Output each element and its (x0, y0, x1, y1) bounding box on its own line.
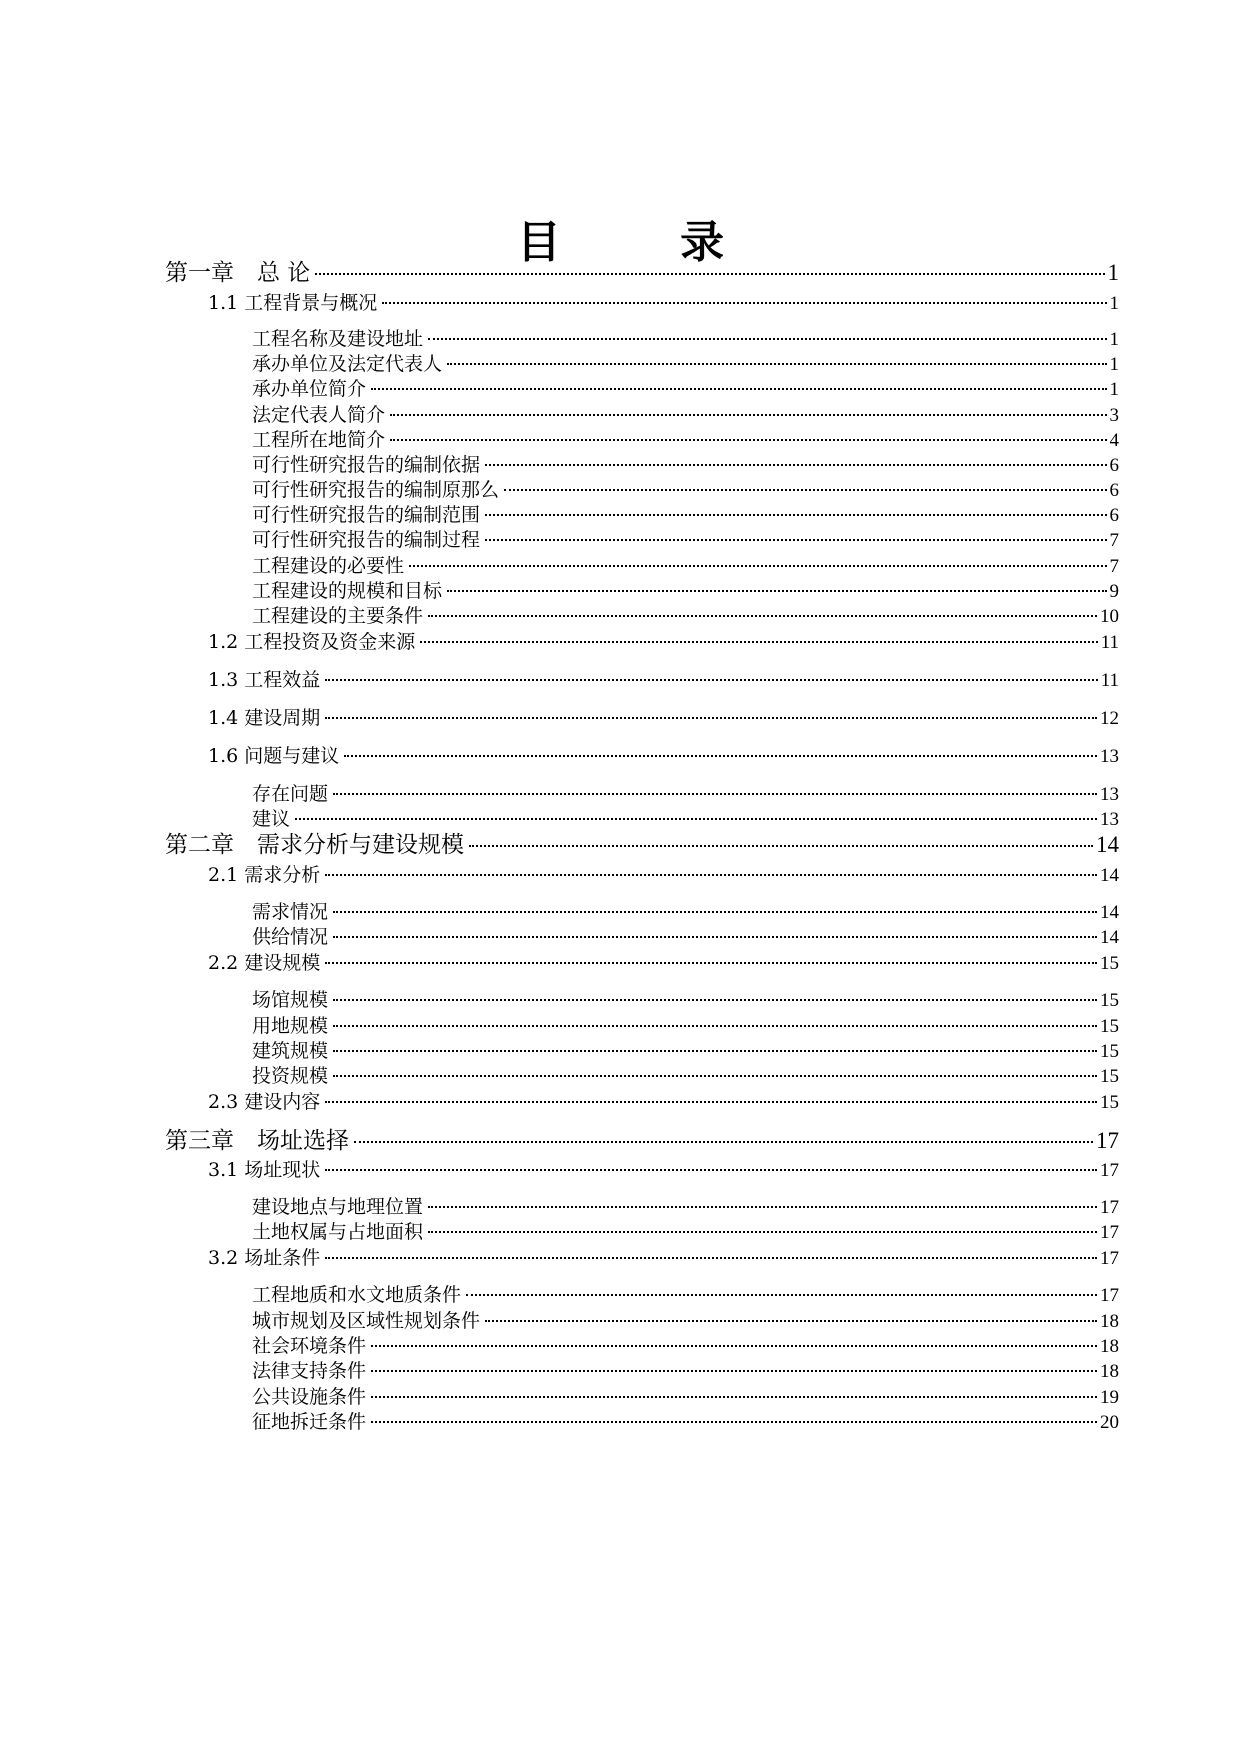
toc-subsection-entry (252, 325, 1119, 353)
toc-section-entry (208, 1244, 1119, 1272)
toc-page-number: 17 (1100, 1197, 1119, 1218)
toc-dot-leader (428, 1206, 1097, 1208)
toc-dot-leader (315, 273, 1104, 275)
toc-page-number: 13 (1100, 746, 1119, 767)
toc-entry-title: 法定代表人简介 (252, 404, 386, 426)
toc-dot-leader (447, 363, 1106, 365)
toc-entry-title: 2.1 需求分析 (208, 864, 321, 886)
toc-page-number: 6 (1109, 455, 1119, 476)
toc-entry-title: 征地拆迁条件 (252, 1411, 367, 1433)
toc-entry-title: 工程建设的主要条件 (252, 605, 424, 627)
toc-subsection-entry (252, 1037, 1119, 1065)
toc-dot-leader (371, 1370, 1097, 1372)
toc-page-number: 17 (1100, 1248, 1119, 1269)
toc-dot-leader (333, 1050, 1097, 1052)
toc-entry-title: 2.3 建设内容 (208, 1091, 321, 1113)
toc-page-number: 11 (1100, 632, 1119, 653)
toc-page-number: 14 (1100, 865, 1119, 886)
toc-dot-leader (466, 1294, 1097, 1296)
toc-entry-title: 场馆规模 (252, 989, 329, 1011)
toc-page-number: 7 (1109, 530, 1119, 551)
page-title: 目 录 (516, 217, 777, 268)
toc-page-number: 15 (1100, 953, 1119, 974)
toc-section-entry (208, 289, 1119, 317)
toc-dot-leader (504, 489, 1106, 491)
toc-subsection-entry (252, 426, 1119, 454)
toc-dot-leader (485, 539, 1106, 541)
toc-entry-title: 投资规模 (252, 1065, 329, 1087)
toc-section-entry (208, 1088, 1119, 1116)
toc-entry-title: 需求情况 (252, 901, 329, 923)
toc-page-number: 13 (1100, 809, 1119, 830)
toc-entry-title: 1.3 工程效益 (208, 669, 321, 691)
toc-dot-leader (333, 1025, 1097, 1027)
toc-page-number: 7 (1109, 556, 1119, 577)
toc-subsection-entry (252, 476, 1119, 504)
toc-chapter-entry (165, 257, 1119, 289)
toc-subsection-entry (252, 1062, 1119, 1090)
toc-entry-title: 工程名称及建设地址 (252, 328, 424, 350)
toc-entry-title: 存在问题 (252, 783, 329, 805)
toc-dot-leader (371, 388, 1106, 390)
toc-entry-title: 可行性研究报告的编制原那么 (252, 479, 500, 501)
toc-page-number: 3 (1109, 405, 1119, 426)
toc-dot-leader (325, 1257, 1097, 1259)
toc-entry-title: 1.1 工程背景与概况 (208, 292, 378, 314)
toc-dot-leader (333, 999, 1097, 1001)
toc-page-number: 4 (1109, 430, 1119, 451)
toc-dot-leader (333, 936, 1097, 938)
toc-dot-leader (485, 514, 1106, 516)
toc-page-number: 17 (1100, 1222, 1119, 1243)
toc-page-number: 15 (1100, 1016, 1119, 1037)
toc-page-number: 15 (1100, 1041, 1119, 1062)
toc-subsection-entry (252, 923, 1119, 951)
toc-dot-leader (485, 464, 1106, 466)
toc-section-entry (208, 742, 1119, 770)
toc-subsection-entry (252, 1012, 1119, 1040)
toc-dot-leader (325, 1101, 1097, 1103)
toc-subsection-entry (252, 501, 1119, 529)
toc-subsection-entry (252, 577, 1119, 605)
toc-page-number: 17 (1100, 1160, 1119, 1181)
toc-subsection-entry (252, 526, 1119, 554)
toc-entry-title: 3.1 场址现状 (208, 1159, 321, 1181)
toc-subsection-entry (252, 898, 1119, 926)
toc-dot-leader (333, 1075, 1097, 1077)
toc-entry-title: 工程地质和水文地质条件 (252, 1284, 462, 1306)
toc-entry-title: 法律支持条件 (252, 1360, 367, 1382)
toc-dot-leader (428, 615, 1097, 617)
toc-page-number: 18 (1100, 1336, 1119, 1357)
toc-entry-title: 第三章 场址选择 (165, 1128, 349, 1154)
toc-dot-leader (390, 414, 1106, 416)
toc-page-number: 19 (1100, 1387, 1119, 1408)
toc-page-number: 17 (1100, 1285, 1119, 1306)
toc-section-entry (208, 704, 1119, 732)
toc-dot-leader (485, 1320, 1097, 1322)
toc-page-number: 9 (1109, 581, 1119, 602)
toc-section-entry (208, 666, 1119, 694)
toc-subsection-entry (252, 552, 1119, 580)
toc-entry-title: 土地权属与占地面积 (252, 1221, 424, 1243)
toc-page-number: 18 (1100, 1311, 1119, 1332)
toc-dot-leader (325, 717, 1097, 719)
toc-section-entry (208, 861, 1119, 889)
toc-entry-title: 1.2 工程投资及资金来源 (208, 631, 416, 653)
toc-subsection-entry (252, 1307, 1119, 1335)
toc-page-number: 14 (1100, 902, 1119, 923)
toc-entry-title: 1.6 问题与建议 (208, 745, 340, 767)
toc-entry-title: 1.4 建设周期 (208, 707, 321, 729)
toc-entry-title: 用地规模 (252, 1015, 329, 1037)
toc-entry-title: 承办单位及法定代表人 (252, 353, 443, 375)
toc-dot-leader (325, 874, 1097, 876)
toc-page-number: 1 (1109, 293, 1119, 314)
toc-page-number: 1 (1107, 260, 1119, 285)
toc-page-number: 12 (1100, 708, 1119, 729)
toc-subsection-entry (252, 602, 1119, 630)
toc-entry-title: 公共设施条件 (252, 1386, 367, 1408)
toc-page-number: 11 (1100, 670, 1119, 691)
toc-entry-title: 第二章 需求分析与建设规模 (165, 832, 464, 858)
toc-subsection-entry (252, 451, 1119, 479)
toc-entry-title: 供给情况 (252, 926, 329, 948)
toc-entry-title: 建筑规模 (252, 1040, 329, 1062)
toc-page-number: 20 (1100, 1412, 1119, 1433)
toc-dot-leader (354, 1141, 1093, 1143)
toc-entry-title: 可行性研究报告的编制范围 (252, 504, 481, 526)
toc-page-number: 6 (1109, 505, 1119, 526)
toc-dot-leader (469, 845, 1093, 847)
toc-page-number: 1 (1109, 329, 1119, 350)
toc-page-number: 14 (1100, 927, 1119, 948)
toc-dot-leader (371, 1396, 1097, 1398)
toc-subsection-entry (252, 1408, 1119, 1436)
toc-dot-leader (325, 962, 1097, 964)
toc-subsection-entry (252, 986, 1119, 1014)
toc-subsection-entry (252, 1193, 1119, 1221)
toc-page-number: 6 (1109, 480, 1119, 501)
toc-dot-leader (428, 338, 1106, 340)
toc-section-entry (208, 1156, 1119, 1184)
toc-subsection-entry (252, 1218, 1119, 1246)
toc-entry-title: 建设地点与地理位置 (252, 1196, 424, 1218)
toc-chapter-entry (165, 1125, 1119, 1157)
toc-page-number: 14 (1096, 832, 1119, 857)
toc-page-number: 15 (1100, 1092, 1119, 1113)
toc-subsection-entry (252, 401, 1119, 429)
toc-dot-leader (325, 1169, 1097, 1171)
toc-dot-leader (420, 641, 1097, 643)
toc-page-number: 18 (1100, 1361, 1119, 1382)
toc-entry-title: 2.2 建设规模 (208, 952, 321, 974)
toc-entry-title: 工程所在地简介 (252, 429, 386, 451)
toc-subsection-entry (252, 1332, 1119, 1360)
toc-entry-title: 工程建设的规模和目标 (252, 580, 443, 602)
toc-page-number: 1 (1109, 354, 1119, 375)
toc-dot-leader (344, 755, 1097, 757)
toc-subsection-entry (252, 1383, 1119, 1411)
toc-page-number: 15 (1100, 990, 1119, 1011)
toc-dot-leader (409, 565, 1106, 567)
toc-chapter-entry (165, 829, 1119, 861)
toc-dot-leader (333, 793, 1097, 795)
toc-page-number: 1 (1109, 379, 1119, 400)
toc-subsection-entry (252, 375, 1119, 403)
toc-entry-title: 可行性研究报告的编制依据 (252, 454, 481, 476)
toc-page-number: 17 (1096, 1128, 1119, 1153)
toc-page-number: 10 (1100, 606, 1119, 627)
toc-section-entry (208, 628, 1119, 656)
toc-entry-title: 承办单位简介 (252, 378, 367, 400)
toc-entry-title: 工程建设的必要性 (252, 555, 405, 577)
toc-dot-leader (295, 818, 1097, 820)
toc-entry-title: 3.2 场址条件 (208, 1247, 321, 1269)
toc-entry-title: 社会环境条件 (252, 1335, 367, 1357)
toc-subsection-entry (252, 780, 1119, 808)
toc-subsection-entry (252, 350, 1119, 378)
toc-entry-title: 第一章 总 论 (165, 260, 311, 286)
toc-page-number: 13 (1100, 784, 1119, 805)
toc-subsection-entry (252, 1281, 1119, 1309)
toc-section-entry (208, 949, 1119, 977)
toc-subsection-entry (252, 1357, 1119, 1385)
toc-dot-leader (371, 1421, 1097, 1423)
toc-dot-leader (371, 1345, 1097, 1347)
toc-dot-leader (390, 439, 1106, 441)
toc-entry-title: 建议 (252, 808, 291, 830)
toc-page-number: 15 (1100, 1066, 1119, 1087)
toc-entry-title: 可行性研究报告的编制过程 (252, 529, 481, 551)
toc-dot-leader (333, 911, 1097, 913)
toc-dot-leader (428, 1231, 1097, 1233)
toc-dot-leader (447, 590, 1106, 592)
toc-dot-leader (382, 302, 1106, 304)
toc-dot-leader (325, 679, 1097, 681)
toc-entry-title: 城市规划及区域性规划条件 (252, 1310, 481, 1332)
